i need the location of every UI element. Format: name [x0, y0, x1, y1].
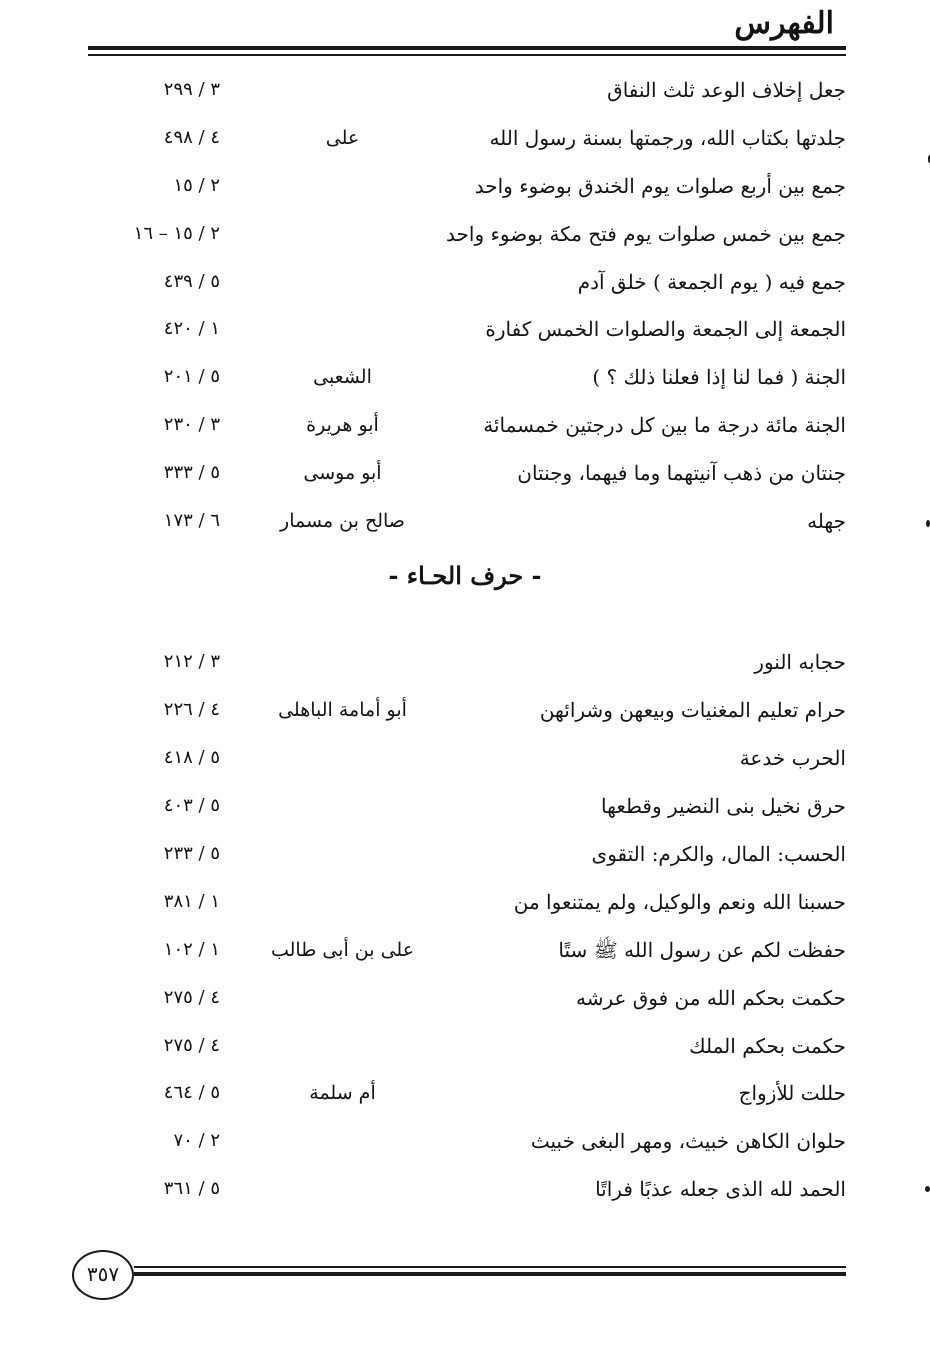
index-entry [0, 118, 930, 158]
index-entry [0, 930, 930, 970]
entry-narrator: أم سلمة [309, 1082, 376, 1104]
entry-text: جنتان من ذهب آنيتهما وما فيهما، وجنتان [517, 461, 846, 485]
page-number: ٣٥٧ [72, 1250, 134, 1300]
index-entry [0, 214, 930, 254]
entry-text: جلدتها بكتاب الله، ورجمتها بسنة رسول الله [489, 126, 846, 150]
scan-mark [926, 520, 930, 527]
entry-reference: ٥ / ٤٣٩ [163, 271, 220, 292]
entry-reference: ٣ / ٢٩٩ [163, 79, 220, 100]
index-entry [0, 1169, 930, 1209]
index-entry [0, 642, 930, 682]
entry-narrator: أبو موسى [303, 462, 382, 484]
entry-reference: ٤ / ٤٩٨ [163, 127, 220, 148]
entry-reference: ٢ / ١٥ [173, 175, 220, 196]
entry-text: حللت للأزواج [738, 1081, 846, 1105]
entry-text: حلوان الكاهن خبيث، ومهر البغى خبيث [530, 1129, 846, 1153]
index-entry [0, 405, 930, 445]
entry-text: جهله [807, 509, 846, 533]
entry-narrator: أبو أمامة الباهلى [278, 699, 407, 721]
index-entry [0, 690, 930, 730]
index-entry [0, 978, 930, 1018]
entry-text: جمع فيه ( يوم الجمعة ) خلق آدم [577, 270, 846, 294]
entry-text: الحمد لله الذى جعله عذبًا فراتًا [595, 1177, 846, 1201]
footer-rule-thick [134, 1272, 846, 1276]
entry-reference: ٥ / ٤٠٣ [163, 795, 220, 816]
index-entry [0, 262, 930, 302]
entry-reference: ١ / ٤٢٠ [163, 318, 220, 339]
entry-text: الجمعة إلى الجمعة والصلوات الخمس كفارة [485, 317, 846, 341]
index-entry [0, 1073, 930, 1113]
entry-reference: ٥ / ٣٦١ [163, 1178, 220, 1199]
entry-text: حرام تعليم المغنيات وبيعهن وشرائهن [539, 698, 846, 722]
entry-reference: ٢ / ١٥ – ١٦ [133, 223, 220, 244]
entry-reference: ٤ / ٢٧٥ [163, 987, 220, 1008]
index-entry [0, 166, 930, 206]
index-entry [0, 786, 930, 826]
index-entry [0, 309, 930, 349]
entry-reference: ٣ / ٢٣٠ [163, 414, 220, 435]
index-entry [0, 1121, 930, 1161]
entry-text: الحرب خدعة [739, 746, 846, 770]
index-entry [0, 70, 930, 110]
entry-reference: ٥ / ٤١٨ [163, 747, 220, 768]
header-rule-thin [88, 54, 846, 56]
entry-text: حرق نخيل بنى النضير وقطعها [601, 794, 846, 818]
index-entry [0, 738, 930, 778]
entry-reference: ٦ / ١٧٣ [163, 510, 220, 531]
entry-text: الحسب: المال، والكرم: التقوى [591, 842, 846, 866]
entry-reference: ٥ / ٤٦٤ [163, 1082, 220, 1103]
entry-narrator: أبو هريرة [306, 414, 379, 436]
entry-text: جعل إخلاف الوعد ثلث النفاق [607, 78, 846, 102]
entry-narrator: صالح بن مسمار [280, 510, 405, 532]
entry-reference: ٣ / ٢١٢ [163, 651, 220, 672]
entry-text: جمع بين أربع صلوات يوم الخندق بوضوء واحد [474, 174, 846, 198]
entry-text: حكمت بحكم الله من فوق عرشه [575, 986, 846, 1010]
entry-reference: ٤ / ٢٢٦ [163, 699, 220, 720]
entry-text: الجنة مائة درجة ما بين كل درجتين خمسمائة [483, 413, 846, 437]
page-title: الفهرس [734, 6, 834, 41]
entry-narrator: على [325, 127, 360, 149]
entry-text: حسبنا الله ونعم والوكيل، ولم يمتنعوا من [513, 890, 846, 914]
entry-text: حكمت بحكم الملك [689, 1034, 846, 1058]
entry-text: حجابه النور [754, 650, 846, 674]
index-entry [0, 882, 930, 922]
entry-reference: ٢ / ٧٠ [173, 1130, 220, 1151]
entry-reference: ٥ / ٢٠١ [163, 366, 220, 387]
entry-narrator: الشعبى [313, 366, 372, 388]
index-entry [0, 453, 930, 493]
entry-text: جمع بين خمس صلوات يوم فتح مكة بوضوء واحد [446, 222, 846, 246]
section-heading: - حرف الحـاء - [388, 561, 542, 590]
index-entry [0, 501, 930, 541]
entry-text: الجنة ( فما لنا إذا فعلنا ذلك ؟ ) [592, 365, 846, 389]
footer-rule-thin [134, 1266, 846, 1268]
entry-reference: ٤ / ٢٧٥ [163, 1035, 220, 1056]
entry-narrator: على بن أبى طالب [270, 939, 415, 961]
entry-reference: ١ / ٣٨١ [163, 891, 220, 912]
entry-reference: ٥ / ٣٣٣ [163, 462, 220, 483]
entry-text: حفظت لكم عن رسول الله ﷺ ستًا [558, 938, 846, 962]
entry-reference: ٥ / ٢٣٣ [163, 843, 220, 864]
entry-reference: ١ / ١٠٢ [163, 939, 220, 960]
header-rule-thick [88, 46, 846, 50]
scan-mark [925, 1186, 930, 1192]
index-entry [0, 357, 930, 397]
index-entry [0, 834, 930, 874]
index-entry [0, 1026, 930, 1066]
